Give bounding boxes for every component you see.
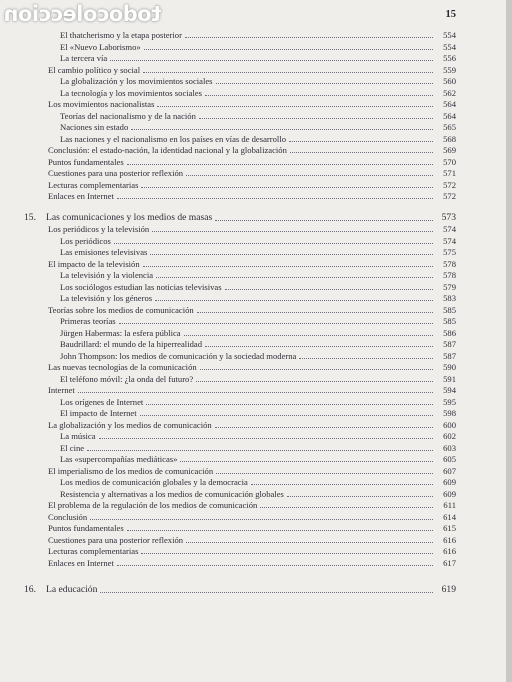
toc-page-number: 569 xyxy=(443,145,456,155)
toc-entry xyxy=(60,487,456,499)
toc-entry-title xyxy=(48,466,213,476)
dot-leader xyxy=(216,83,433,84)
toc-page-number: 617 xyxy=(443,557,456,568)
toc-page-number: 579 xyxy=(443,281,456,292)
toc-entry xyxy=(60,40,456,52)
toc-entry-text: Jürgen Habermas: la esfera pública xyxy=(60,327,181,338)
toc-entry-title xyxy=(48,168,183,178)
toc-entry-title xyxy=(48,180,138,190)
toc-entry-text: Baudrillard: el mundo de la hiperrealidad xyxy=(60,339,202,349)
dot-leader xyxy=(90,519,433,520)
dot-leader xyxy=(289,141,433,142)
toc-entry xyxy=(60,234,456,246)
toc-page-number: 619 xyxy=(441,584,456,595)
toc-entry-title xyxy=(24,213,212,223)
toc-entry-title xyxy=(60,431,96,441)
toc-entry-text: La televisión y la violencia xyxy=(60,270,154,280)
toc-page-number: 609 xyxy=(443,477,456,487)
toc-entry-text: Primeras teorías xyxy=(60,316,116,326)
toc-entry-text: La globalización y los medios de comunicación xyxy=(48,419,212,430)
toc-entry-title xyxy=(60,88,202,98)
dot-leader xyxy=(290,152,433,153)
toc-entry-title xyxy=(60,328,181,338)
toc-entry xyxy=(60,28,456,40)
dot-leader xyxy=(144,49,433,50)
toc-entry-text: Los medios de comunicación globales y la democracia xyxy=(60,477,248,487)
toc-entry-title xyxy=(60,134,286,144)
toc-entry-text: Puntos fundamentales xyxy=(48,523,124,533)
toc-page-number: 562 xyxy=(443,87,456,98)
toc-entry-title xyxy=(48,546,138,556)
dot-leader xyxy=(287,496,433,497)
toc-entry xyxy=(48,510,456,522)
toc-entry xyxy=(48,166,456,178)
toc-entry-text: El imperialismo de los medios de comunicación xyxy=(48,465,214,476)
toc-chapter xyxy=(24,583,456,595)
dot-leader xyxy=(119,323,433,324)
toc-entry-text: Los movimientos nacionalistas xyxy=(48,99,155,109)
toc-page-number: 594 xyxy=(443,385,456,395)
toc-entry xyxy=(60,120,456,132)
toc-page-number: 587 xyxy=(443,350,456,361)
dot-leader xyxy=(155,300,433,301)
dot-leader xyxy=(141,553,433,554)
toc-page-number: 591 xyxy=(443,373,456,384)
toc-page-number: 583 xyxy=(443,293,456,303)
toc-page-number: 572 xyxy=(443,191,456,201)
dot-leader xyxy=(127,164,433,165)
toc-entry xyxy=(48,155,456,167)
toc-entry xyxy=(60,326,456,338)
toc-entry-text: El «Nuevo Laborismo» xyxy=(60,41,141,52)
toc-entry xyxy=(60,372,456,384)
dot-leader xyxy=(146,404,433,405)
toc-entry-text: El problema de la regulación de los medios de comunicación xyxy=(48,500,258,510)
toc-entry-title xyxy=(60,374,193,384)
toc-entry-text: El teléfono móvil: ¿la onda del futuro? xyxy=(60,373,194,384)
toc-entry-title xyxy=(48,558,114,568)
dot-leader xyxy=(114,243,433,244)
toc-entry xyxy=(48,178,456,190)
toc-entry-title xyxy=(48,157,124,167)
toc-entry-text: La música xyxy=(60,431,96,441)
toc-entry xyxy=(48,97,456,109)
toc-entry xyxy=(60,452,456,464)
toc-page-number: 554 xyxy=(443,41,456,52)
toc-entry xyxy=(60,109,456,121)
toc-entry xyxy=(60,86,456,98)
toc-entry-title xyxy=(48,259,140,269)
toc-entry xyxy=(60,74,456,86)
toc-page-number: 590 xyxy=(443,362,456,372)
toc-page-number: 605 xyxy=(443,454,456,464)
dot-leader xyxy=(127,530,433,531)
toc-page-number: 565 xyxy=(443,122,456,132)
dot-leader xyxy=(117,198,433,199)
toc-entry-text: El cambio político y social xyxy=(48,64,141,75)
toc-page-number: 575 xyxy=(443,247,456,257)
toc-page-number: 615 xyxy=(443,523,456,533)
dot-leader xyxy=(299,358,433,359)
dot-leader xyxy=(131,129,433,130)
dot-leader xyxy=(197,312,433,313)
toc-entry-text: Las emisiones televisivas xyxy=(60,247,148,257)
dot-leader xyxy=(152,231,433,232)
toc-page-number: 585 xyxy=(443,304,456,315)
dot-leader xyxy=(143,266,433,267)
toc-entry-title xyxy=(60,293,152,303)
toc-entry-title xyxy=(60,408,137,418)
toc-entry-text: Cuestiones para una posterior reflexión xyxy=(48,534,184,545)
toc-entry xyxy=(60,291,456,303)
toc-page-number: 586 xyxy=(443,327,456,338)
dot-leader xyxy=(156,277,433,278)
toc-page-number: 600 xyxy=(443,419,456,430)
chapter-number: 16. xyxy=(24,584,36,595)
toc-entry-title xyxy=(48,512,87,522)
dot-leader xyxy=(143,72,433,73)
dot-leader xyxy=(225,289,433,290)
toc-entry-text: Enlaces en Internet xyxy=(48,557,114,568)
toc-entry-text: El impacto de Internet xyxy=(60,408,137,418)
dot-leader xyxy=(205,346,433,347)
dot-leader xyxy=(100,592,433,593)
toc-entry-title xyxy=(48,385,75,395)
dot-leader xyxy=(110,60,433,61)
toc-page-number: 560 xyxy=(443,76,456,86)
toc-entry xyxy=(60,51,456,63)
toc-entry-title xyxy=(60,454,177,464)
toc-page-number: 574 xyxy=(443,235,456,246)
dot-leader xyxy=(186,542,433,543)
toc-chapter xyxy=(24,211,456,223)
toc-entry-text: Los periódicos y la televisión xyxy=(48,224,150,234)
toc-entry-text: Conclusión xyxy=(48,511,88,522)
dot-leader xyxy=(199,118,433,119)
dot-leader xyxy=(205,95,433,96)
toc-entry xyxy=(48,556,456,568)
toc-entry-text: Teorías sobre los medios de comunicación xyxy=(48,304,194,315)
toc-page-number: 570 xyxy=(443,156,456,167)
toc-entry-title xyxy=(48,99,154,109)
toc-entry xyxy=(48,222,456,234)
toc-page-number: 573 xyxy=(441,211,456,223)
toc-page-number: 616 xyxy=(443,546,456,556)
toc-entry-text: Naciones sin estado xyxy=(60,122,129,132)
toc-entry-text: La televisión y los géneros xyxy=(60,293,153,303)
dot-leader xyxy=(140,415,433,416)
dot-leader xyxy=(180,461,433,462)
toc-entry-title xyxy=(60,397,143,407)
toc-entry-text: Internet xyxy=(48,385,75,395)
toc-entry-text: El thatcherismo y la etapa posterior xyxy=(60,30,182,40)
toc-entry-text: Resistencia y alternativas a los medios de comunicación globales xyxy=(60,488,284,499)
toc-entry xyxy=(60,406,456,418)
dot-leader xyxy=(215,220,433,221)
toc-entry-title xyxy=(60,477,248,487)
toc-page-number: 564 xyxy=(443,110,456,121)
toc-page-number: 554 xyxy=(443,30,456,40)
watermark-logo: todocoleccion xyxy=(4,2,162,26)
dot-leader xyxy=(157,106,433,107)
toc-entry-title xyxy=(60,122,128,132)
toc-page-number: 571 xyxy=(443,168,456,178)
dot-leader xyxy=(99,438,433,439)
toc-entry-title xyxy=(48,500,257,510)
toc-page-number: 568 xyxy=(443,133,456,144)
dot-leader xyxy=(78,392,433,393)
toc-page-number: 609 xyxy=(443,488,456,499)
toc-entry xyxy=(60,429,456,441)
toc-entry xyxy=(48,303,456,315)
toc-entry-title xyxy=(48,65,140,75)
toc-entry-title xyxy=(60,111,196,121)
toc-entry xyxy=(48,383,456,395)
toc-entry-title xyxy=(60,282,222,292)
toc-entry-title xyxy=(60,316,116,326)
toc-page-number: 585 xyxy=(443,316,456,326)
toc-entry xyxy=(48,544,456,556)
toc-entry xyxy=(60,268,456,280)
dot-leader xyxy=(186,175,433,176)
toc-entry-text: La educación xyxy=(46,584,98,595)
toc-entry-text: Las «supercompañías mediáticas» xyxy=(60,454,178,464)
page-number: 15 xyxy=(445,9,456,20)
toc-entry xyxy=(48,498,456,510)
toc-entry-title xyxy=(48,535,183,545)
toc-page-number: 614 xyxy=(443,511,456,522)
toc-entry-title xyxy=(60,236,111,246)
toc-page-number: 559 xyxy=(443,64,456,75)
dot-leader xyxy=(150,254,433,255)
toc-entry xyxy=(60,349,456,361)
dot-leader xyxy=(216,473,433,474)
toc-entry xyxy=(48,360,456,372)
toc-entry-title xyxy=(48,523,124,533)
toc-entry xyxy=(48,257,456,269)
toc-entry-title xyxy=(60,351,296,361)
toc-page-number: 587 xyxy=(443,339,456,349)
toc-entry-text: Lecturas complementarias xyxy=(48,179,139,190)
toc-entry-title xyxy=(60,270,153,280)
toc-page-number: 556 xyxy=(443,53,456,63)
toc-entry-text: Enlaces en Internet xyxy=(48,191,114,201)
toc-entry-text: Los orígenes de Internet xyxy=(60,396,144,407)
toc-entry-text: Conclusión: el estado-nación, la identidad nacional y la globalización xyxy=(48,145,287,155)
toc-page-number: 578 xyxy=(443,270,456,280)
toc-entry-title xyxy=(48,145,287,155)
toc-page-number: 595 xyxy=(443,396,456,407)
toc-entry xyxy=(60,314,456,326)
dot-leader xyxy=(87,450,433,451)
toc-entry-text: El cine xyxy=(60,442,85,453)
toc-entry xyxy=(60,280,456,292)
toc-entry xyxy=(48,521,456,533)
toc-entry-text: Las comunicaciones y los medios de masas xyxy=(46,211,213,223)
toc-entry xyxy=(60,441,456,453)
dot-leader xyxy=(251,484,433,485)
toc-page-number: 603 xyxy=(443,442,456,453)
dot-leader xyxy=(185,37,433,38)
toc-page-number: 607 xyxy=(443,465,456,476)
toc-entry-text: Teorías del nacionalismo y de la nación xyxy=(60,110,196,121)
toc-entry-text: Las nuevas tecnologías de la comunicación xyxy=(48,362,197,372)
toc-entry-text: Los sociólogos estudian las noticias televisivas xyxy=(60,281,222,292)
toc-page-number: 574 xyxy=(443,224,456,234)
toc-entry xyxy=(60,395,456,407)
dot-leader xyxy=(200,369,433,370)
chapter-number: 15. xyxy=(24,211,36,223)
toc-entry-title xyxy=(60,53,107,63)
toc-page-number: 602 xyxy=(443,431,456,441)
dot-leader xyxy=(196,381,433,382)
toc-entry-text: La tecnología y los movimientos sociales xyxy=(60,87,203,98)
toc-entry xyxy=(48,189,456,201)
toc-entry-title xyxy=(60,247,147,257)
toc-entry xyxy=(48,464,456,476)
dot-leader xyxy=(260,507,433,508)
toc-entry xyxy=(60,337,456,349)
toc-entry xyxy=(60,245,456,257)
toc-entry-title xyxy=(60,339,202,349)
dot-leader xyxy=(117,565,433,566)
toc-page-number: 611 xyxy=(443,500,456,510)
toc-entry-title xyxy=(60,76,213,86)
toc-entry-text: Lecturas complementarias xyxy=(48,546,139,556)
toc-entry-text: El impacto de la televisión xyxy=(48,258,140,269)
toc-entry-title xyxy=(48,224,149,234)
toc-page-number: 616 xyxy=(443,534,456,545)
toc-entry-text: Cuestiones para una posterior reflexión xyxy=(48,168,184,178)
toc-entry xyxy=(48,143,456,155)
toc-entry-title xyxy=(48,420,212,430)
toc-entry-title xyxy=(60,30,182,40)
toc-entry xyxy=(60,132,456,144)
toc-entry-text: Puntos fundamentales xyxy=(48,156,124,167)
toc-entry xyxy=(48,63,456,75)
toc-entry xyxy=(60,475,456,487)
toc-entry-text: Las naciones y el nacionalismo en los países en vías de desarrollo xyxy=(60,133,286,144)
toc-page-number: 578 xyxy=(443,258,456,269)
toc-page-number: 564 xyxy=(443,99,456,109)
toc-entry-text: Los periódicos xyxy=(60,235,111,246)
toc-entry-title xyxy=(60,42,141,52)
toc-entry-title xyxy=(48,191,114,201)
toc-entry-text: La tercera vía xyxy=(60,53,108,63)
dot-leader xyxy=(141,187,433,188)
dot-leader xyxy=(184,335,433,336)
toc-page-number: 572 xyxy=(443,179,456,190)
toc-page-number: 598 xyxy=(443,408,456,418)
toc-entry xyxy=(48,418,456,430)
toc-entry-title xyxy=(24,585,97,595)
toc-entry-title xyxy=(48,305,194,315)
toc-entry-text: La globalización y los movimientos sociales xyxy=(60,76,213,86)
dot-leader xyxy=(215,427,433,428)
toc-entry-title xyxy=(48,362,197,372)
toc-entry-title xyxy=(60,489,284,499)
toc-entry-title xyxy=(60,443,84,453)
toc-entry-text: John Thompson: los medios de comunicación y la sociedad moderna xyxy=(60,350,297,361)
toc-entry xyxy=(48,533,456,545)
